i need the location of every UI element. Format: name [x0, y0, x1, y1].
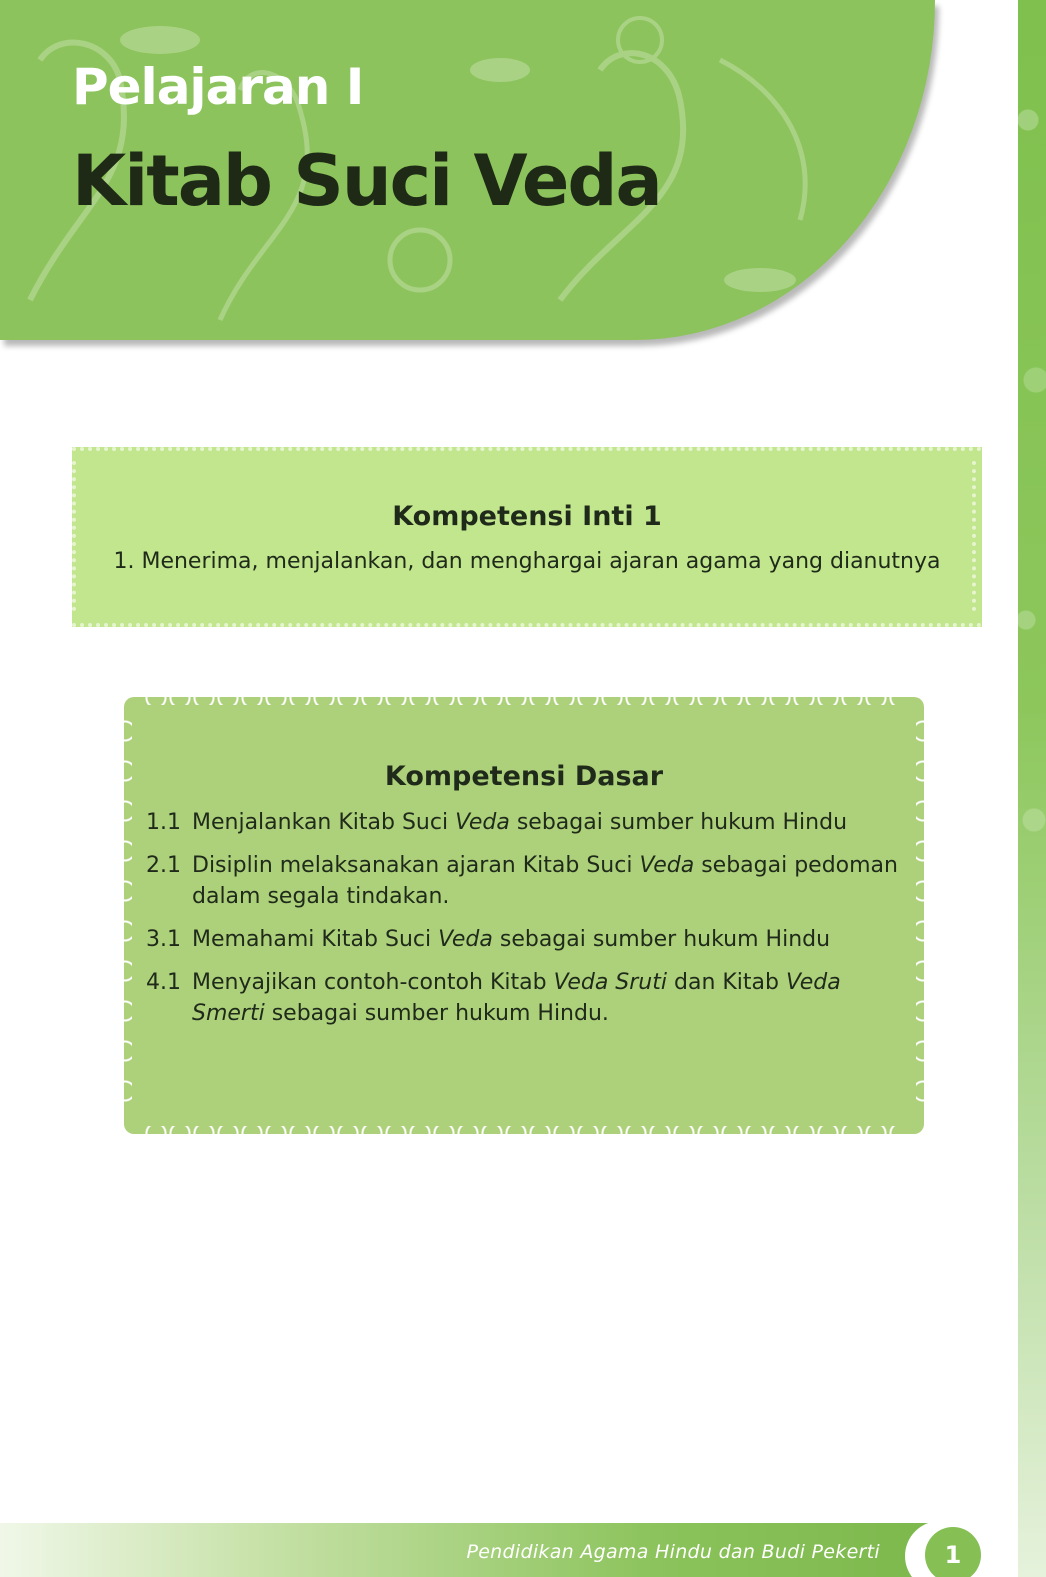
list-item [146, 967, 916, 1029]
kompetensi-inti-box [72, 447, 982, 627]
italic-term: Veda Smerti [192, 970, 841, 1026]
chapter-header [0, 0, 935, 340]
item-number: 3.1 [146, 927, 181, 952]
kompetensi-dasar-title: Kompetensi Dasar [384, 761, 664, 792]
item-number: 2.1 [146, 853, 181, 878]
kompetensi-inti-item: 1. Menerima, menjalankan, dan menghargai ajaran agama yang dianutnya [113, 549, 941, 574]
footer-book-title: Pendidikan Agama Hindu dan Budi Pekerti [466, 1541, 880, 1563]
kompetensi-inti-title: Kompetensi Inti 1 [392, 501, 662, 532]
right-decorative-strip [1018, 0, 1046, 1577]
text-part: Disiplin melaksanakan ajaran Kitab Suci [192, 853, 640, 878]
list-item [146, 924, 916, 955]
italic-term: Veda [639, 853, 695, 878]
list-item [146, 850, 916, 912]
italic-term: Veda [438, 927, 493, 952]
scallop-border-top [144, 697, 904, 705]
item-number: 4.1 [146, 970, 181, 995]
italic-term: Veda [455, 810, 510, 835]
text-part: sebagai sumber hukum Hindu [492, 927, 831, 952]
lesson-label: Pelajaran I [72, 58, 364, 116]
item-text [192, 924, 916, 955]
text-part: sebagai sumber hukum Hindu [509, 810, 848, 835]
scallop-border-bottom [144, 1126, 904, 1134]
text-part: Memahami Kitab Suci [192, 927, 439, 952]
page-number: 1 [925, 1527, 981, 1577]
right-gap [1006, 0, 1018, 1577]
list-item [146, 807, 916, 838]
item-number: 1.1 [146, 810, 181, 835]
item-text [192, 850, 916, 912]
text-part: sebagai sumber hukum Hindu. [264, 1001, 609, 1026]
strip-pattern [1018, 0, 1046, 1577]
lesson-title: Kitab Suci Veda [72, 140, 661, 222]
item-text [192, 967, 916, 1029]
item-text [192, 807, 916, 838]
kompetensi-dasar-box [124, 697, 924, 1134]
kompetensi-dasar-list [146, 807, 916, 1041]
text-part: Menyajikan contoh-contoh Kitab [192, 970, 554, 995]
text-part: sebagai pedoman dalam segala tindakan. [192, 853, 898, 909]
italic-term: Veda Sruti [553, 970, 667, 995]
text-part: dan Kitab [667, 970, 786, 995]
text-part: Menjalankan Kitab Suci [192, 810, 456, 835]
